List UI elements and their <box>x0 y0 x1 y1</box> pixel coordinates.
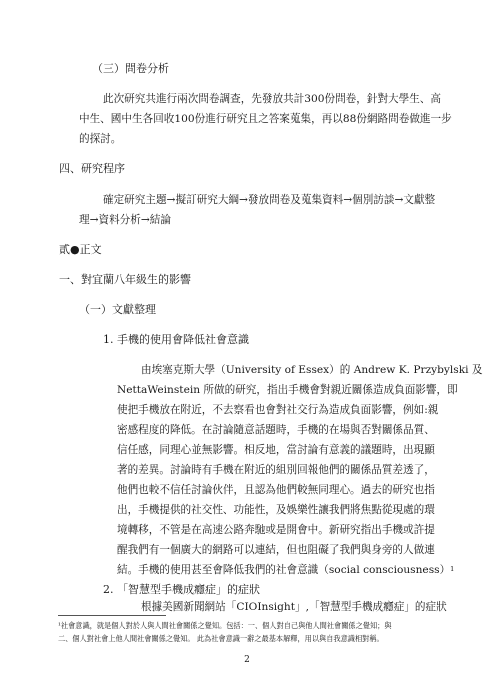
item2-line-1: 根據美國新聞網站「CIOInsight」,「智慧型手機成癮症」的症狀 <box>141 601 447 613</box>
footnote-divider <box>58 615 166 616</box>
survey-line-1: 此次研究共進行兩次問卷調查，先發放共計300份問卷，針對大學生、高 <box>103 93 442 105</box>
page-number: 2 <box>244 655 250 665</box>
survey-line-2: 中生、國中生各回收100份進行研究且之答案蒐集，再以88份網路問卷做進一步 <box>79 113 452 125</box>
item1-line-6: 著的差異。討論時有手機在附近的組別回報他們的關係品質差透了， <box>117 464 435 476</box>
chapter1-heading: 一、對宜蘭八年級生的影響 <box>59 273 191 286</box>
item1-line-7: 他們也較不信任討論伙伴，且認為他們較無同理心。過去的研究也指 <box>117 484 435 496</box>
item1-line-2: NettaWeinstein 所做的研究，指出手機會對親近關係造成負面影響，即 <box>117 384 458 396</box>
footnote-line-2: 二、個人對社會上他人間社會關係之覺知。 此為社會意識一辭之最基本解釋，用以與自我意識相對稱。 <box>58 633 384 643</box>
procedure-line-1: 確定研究主題→擬訂研究大綱→發放問卷及蒐集資料→個別訪談→文獻整 <box>103 194 436 206</box>
item1-line-10: 醒我們有一個廣大的網路可以連結，但也阻礙了我們與身旁的人做連 <box>117 544 435 556</box>
item1-line-5: 信任感，同理心並無影響。相反地，當討論有意義的議題時，出現顯 <box>117 444 435 456</box>
item2-heading: 2. 「智慧型手機成癮症」的症狀 <box>103 583 260 596</box>
item1-line-1: 由埃塞克斯大學（University of Essex）的 Andrew K. Przybylski 及 <box>141 364 483 376</box>
item1-line-9: 境轉移，不管是在高速公路奔馳或是開會中。新研究指出手機或許提 <box>117 524 435 536</box>
lit-review-heading: （一）文獻整理 <box>79 303 156 316</box>
item1-line-4: 密感程度的降低。在討論隨意話題時，手機的在場與否對關係品質、 <box>117 424 435 436</box>
item1-line-3: 使把手機放在附近，不去察看也會對社交行為造成負面影響，例如:親 <box>117 404 439 416</box>
footnote <box>58 620 443 645</box>
item1-line-11-text: 結。手機的使用甚至會降低我們的社會意識（social consciousness） <box>117 564 451 576</box>
section-procedure-heading: 四、研究程序 <box>59 162 125 175</box>
section-survey-heading: （三）問卷分析 <box>92 62 169 75</box>
footnote-line-1: ¹社會意識，就是個人對於人與人間社會關係之覺知。包括：一、個人對自己與他人間社會關係之覺知；與 <box>58 621 392 630</box>
main-text-heading: 貳●正文 <box>59 243 102 256</box>
item1-line-8: 出，手機提供的社交性、功能性，及娛樂性讓我們將焦點從現處的環 <box>117 504 435 516</box>
item1-heading: 1. 手機的使用會降低社會意識 <box>103 333 249 346</box>
survey-line-3: 的探討。 <box>79 133 122 145</box>
item1-line-11 <box>117 563 454 577</box>
footnote-ref[interactable]: 1 <box>450 565 455 573</box>
procedure-line-2: 理→資料分析→結論 <box>79 214 171 226</box>
